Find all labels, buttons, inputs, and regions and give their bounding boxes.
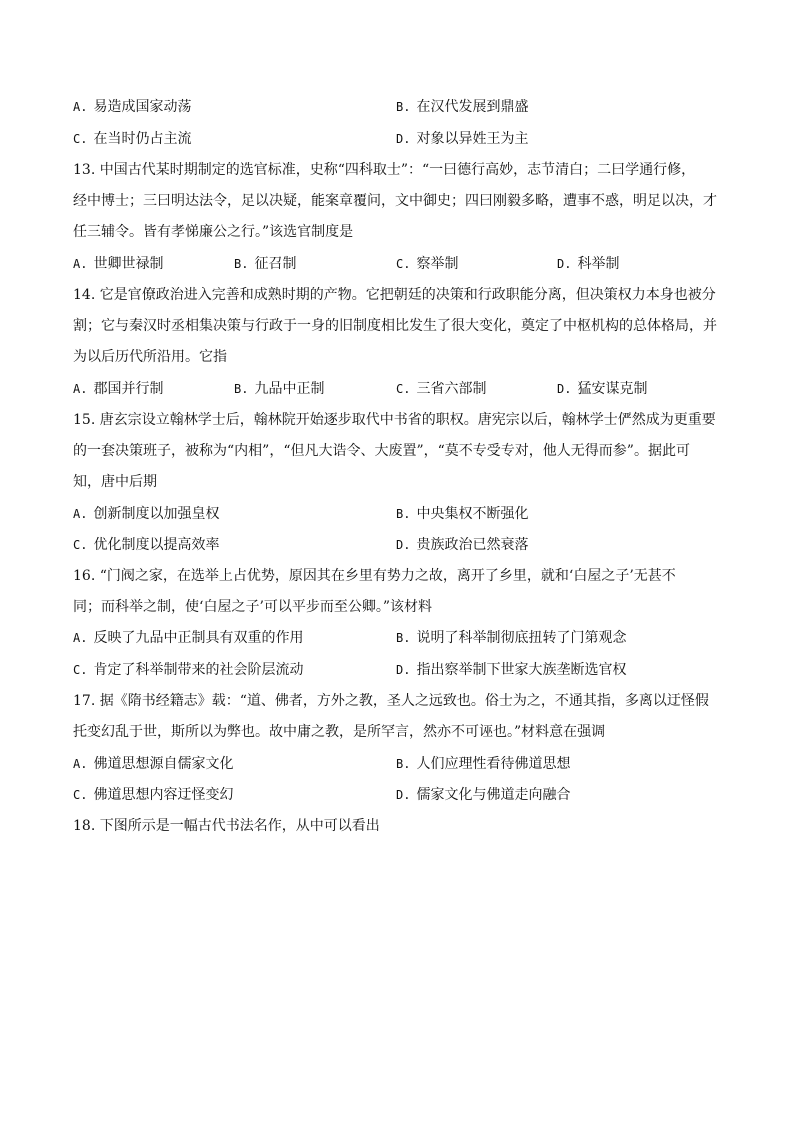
q16-option-c (73, 660, 303, 680)
q12-option-a (73, 97, 191, 117)
option-text: 贵族政治已然衰落 (416, 537, 529, 553)
q15-stem-line-2: 的一套决策班子，被称为“内相”，“但凡大诰令、大废置”，“莫不专受专对，他人无得而参”。据此可 (73, 443, 690, 459)
q13-option-b (234, 254, 296, 274)
option-text: 九品中正制 (254, 381, 325, 397)
option-letter: A. (73, 382, 88, 396)
q17-stem-line-2: 托变幻乱于世，斯所以为弊也。故中庸之教，是所罕言，然亦不可诬也。”材料意在强调 (73, 724, 606, 740)
q12-option-b (396, 97, 528, 117)
option-letter: A. (73, 631, 88, 645)
q14-stem-line-3: 为以后历代所沿用。它指 (73, 349, 227, 365)
q13-stem-line-3: 任三辅令。皆有孝悌廉公之行。”该选官制度是 (73, 224, 354, 240)
q15-stem-line-3: 知，唐中后期 (73, 474, 157, 490)
q17-option-d (396, 785, 570, 805)
option-text: 察举制 (416, 256, 459, 272)
option-text: 反映了九品中正制具有双重的作用 (93, 630, 304, 646)
option-letter: C. (73, 132, 88, 146)
q16-option-a (73, 628, 303, 648)
q17-option-b (396, 754, 570, 774)
option-letter: B. (396, 631, 411, 645)
option-letter: C. (73, 788, 88, 802)
q13-stem-line-2: 经中博士；三曰明达法令，足以决疑，能案章覆问，文中御史；四曰刚毅多略，遭事不惑，明足以决，才 (73, 193, 717, 209)
q15-option-a (73, 504, 219, 524)
option-text: 在汉代发展到鼎盛 (416, 99, 529, 115)
option-letter: D. (557, 257, 572, 271)
option-text: 人们应理性看待佛道思想 (416, 756, 571, 772)
q13-stem-line-1: 13. 中国古代某时期制定的选官标准，史称“四科取士”：“一曰德行高妙，志节清白；二曰学通行修， (73, 162, 696, 178)
option-text: 创新制度以加强皇权 (93, 506, 220, 522)
option-letter: A. (73, 100, 88, 114)
option-letter: B. (396, 757, 411, 771)
option-text: 优化制度以提高效率 (93, 537, 220, 553)
option-letter: A. (73, 757, 88, 771)
option-text: 说明了科举制彻底扭转了门第观念 (416, 630, 627, 646)
option-letter: D. (396, 663, 411, 677)
option-letter: D. (396, 538, 411, 552)
q16-stem-line-1: 16. “门阀之家，在选举上占优势，原因其在乡里有势力之故，离开了乡里，就和‘白屋之子’无甚不 (73, 568, 676, 584)
option-letter: D. (557, 382, 572, 396)
q18-stem-line-1: 18. 下图所示是一幅古代书法名作，从中可以看出 (73, 818, 380, 834)
option-text: 易造成国家动荡 (93, 99, 192, 115)
q17-option-c (73, 785, 233, 805)
option-text: 佛道思想源自儒家文化 (93, 756, 234, 772)
option-letter: B. (234, 257, 249, 271)
option-letter: A. (73, 257, 88, 271)
q14-stem-line-2: 割；它与秦汉时丞相集决策与行政于一身的旧制度相比发生了很大变化，奠定了中枢机构的总体格局，并 (73, 318, 717, 334)
option-letter: C. (396, 382, 411, 396)
q12-option-c (73, 129, 191, 149)
option-letter: B. (396, 100, 411, 114)
q13-option-d (557, 254, 619, 274)
option-letter: B. (234, 382, 249, 396)
option-letter: D. (396, 132, 411, 146)
option-text: 指出察举制下世家大族垄断选官权 (416, 662, 627, 678)
option-letter: C. (73, 663, 88, 677)
q16-option-d (396, 660, 626, 680)
option-text: 征召制 (254, 256, 297, 272)
q17-option-a (73, 754, 233, 774)
option-text: 对象以异姓王为主 (416, 131, 529, 147)
option-letter: D. (396, 788, 411, 802)
option-text: 三省六部制 (416, 381, 487, 397)
q15-stem-line-1: 15. 唐玄宗设立翰林学士后，翰林院开始逐步取代中书省的职权。唐宪宗以后，翰林学士俨然成为更重要 (73, 412, 716, 428)
q14-option-b (234, 379, 324, 399)
option-letter: A. (73, 507, 88, 521)
q15-option-b (396, 504, 528, 524)
option-text: 郡国并行制 (93, 381, 164, 397)
q15-option-c (73, 535, 219, 555)
option-text: 在当时仍占主流 (93, 131, 192, 147)
q14-option-c (396, 379, 486, 399)
q14-stem-line-1: 14. 它是官僚政治进入完善和成熟时期的产物。它把朝廷的决策和行政职能分离，但决策权力本身也被分 (73, 287, 716, 303)
option-text: 佛道思想内容迂怪变幻 (93, 787, 234, 803)
q16-option-b (396, 628, 626, 648)
q17-stem-line-1: 17. 据《隋书经籍志》载：“道、佛者，方外之教，圣人之远致也。俗士为之，不通其指，多离以迂怪假 (73, 693, 709, 709)
q12-option-d (396, 129, 528, 149)
q14-option-d (557, 379, 647, 399)
option-text: 儒家文化与佛道走向融合 (416, 787, 571, 803)
option-text: 肯定了科举制带来的社会阶层流动 (93, 662, 304, 678)
q13-option-a (73, 254, 163, 274)
option-text: 中央集权不断强化 (416, 506, 529, 522)
q13-option-c (396, 254, 458, 274)
q15-option-d (396, 535, 528, 555)
q16-stem-line-2: 同；而科举之制，使‘白屋之子’可以平步而至公卿。”该材料 (73, 599, 433, 615)
option-letter: C. (396, 257, 411, 271)
option-text: 世卿世禄制 (93, 256, 164, 272)
option-letter: C. (73, 538, 88, 552)
option-letter: B. (396, 507, 411, 521)
option-text: 科举制 (577, 256, 620, 272)
q14-option-a (73, 379, 163, 399)
option-text: 猛安谋克制 (577, 381, 648, 397)
